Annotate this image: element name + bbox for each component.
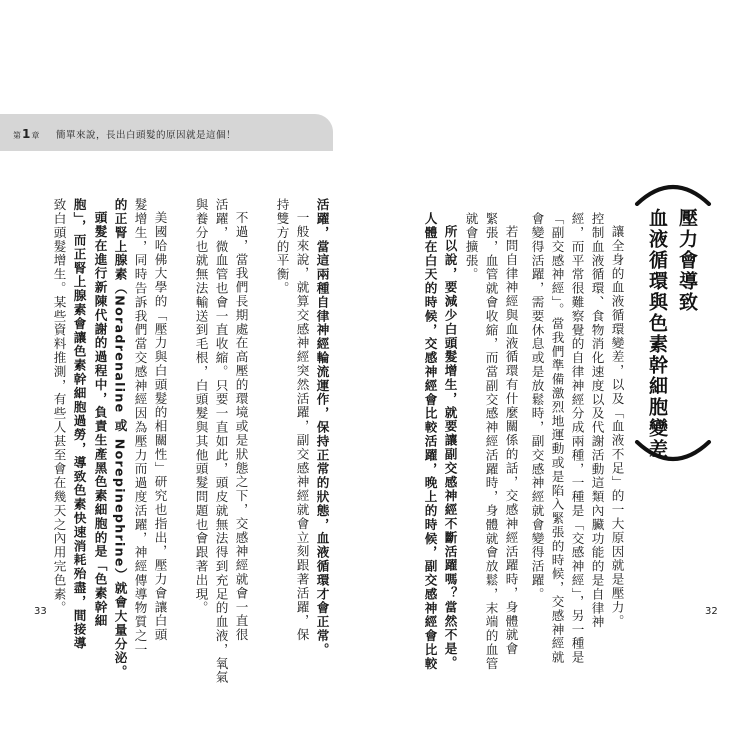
left-page-line: 的正腎上腺素（Noradrenaline 或 Norepinephrine）就會大量分泌。 bbox=[112, 198, 128, 679]
heading-line-1: 壓力會導致 bbox=[676, 208, 698, 313]
heading-bracket-top bbox=[633, 178, 713, 206]
left-page-line: 不過，當我們長期處在高壓的環境或是狀態之下，交感神經就會一直很 bbox=[233, 211, 249, 642]
right-page-line: 緊張，血管就會收縮，而當副交感神經活躍時，身體就會放鬆，末端的血管 bbox=[483, 212, 499, 671]
left-page-line: 美國哈佛大學的「壓力與白頭髮的相關性」研究也指出，壓力會讓白頭 bbox=[152, 211, 168, 642]
right-page-line: 就會擴張。 bbox=[463, 212, 479, 282]
left-page-line: 持雙方的平衡。 bbox=[274, 198, 290, 296]
right-page-line: 「副交感神經」。當我們準備激烈地運動或是陷入緊張的時候，交感神經就 bbox=[549, 212, 565, 665]
left-page-line: 頭髮在進行新陳代謝的過程中，負責生產黑色素細胞的是「色素幹細 bbox=[92, 211, 108, 628]
left-page-line: 活躍，當這兩種自律神經輪流運作，保持正常的狀態，血液循環才會正常。 bbox=[314, 198, 330, 657]
right-page-line: 人體在白天的時候，交感神經會比較活躍，晚上的時候，副交感神經會比較 bbox=[422, 212, 438, 671]
right-page-line: 經，而平常很難察覺的自律神經分成兩種，一種是「交感神經」，另一種是 bbox=[569, 212, 585, 665]
page-number-left: 33 bbox=[34, 606, 47, 617]
left-page-line: 活躍，微血管也會一直收縮。只要一直如此，頭皮就無法得到充足的血液，氧氣 bbox=[213, 198, 229, 685]
chapter-number: 1 bbox=[22, 127, 32, 141]
right-page-line: 若問自律神經與血液循環有什麼關係的話，交感神經活躍時，身體就會 bbox=[503, 225, 519, 656]
left-page-line: 致白頭髮增生。某些資料推測，有些人甚至會在幾天之內用完色素。 bbox=[51, 198, 67, 615]
left-page-line: 胞」，而正腎上腺素會讓色素幹細胞過勞，導致色素快速消耗殆盡，間接導 bbox=[71, 198, 87, 651]
right-page-line: 會變得活躍，需要休息或是放鬆時，副交感神經就會變得活躍。 bbox=[529, 212, 545, 602]
left-page-line: 一般來說，就算交感神經突然活躍，副交感神經就會立刻跟著活躍，保 bbox=[294, 211, 310, 642]
right-page-line: 所以說，要減少白頭髮增生，就要讓副交感神經不斷活躍嗎？當然不是。 bbox=[442, 225, 458, 670]
page-number-right: 32 bbox=[705, 606, 718, 617]
running-title: 簡單來說，長出白頭髮的原因就是這個！ bbox=[56, 130, 237, 141]
left-page-line: 髮增生，同時告訴我們當交感神經因為壓力而過度活躍，神經傳導物質之一 bbox=[132, 198, 148, 657]
chapter-label: 第1章 bbox=[13, 127, 41, 141]
heading-bracket-bottom bbox=[633, 440, 713, 468]
left-page-line: 與養分也就無法輸送到毛根，白頭髮與其他頭髮問題也會跟著出現。 bbox=[193, 198, 209, 615]
right-page-line: 控制血液循環、食物消化速度以及代謝活動這類內臟功能的是自律神 bbox=[589, 212, 605, 629]
section-heading bbox=[633, 178, 713, 468]
heading-line-2: 血液循環與色素幹細胞變差 bbox=[646, 208, 668, 460]
right-page-line: 讓全身的血液循環變差，以及「血液不足」的一大原因就是壓力。 bbox=[609, 225, 625, 629]
